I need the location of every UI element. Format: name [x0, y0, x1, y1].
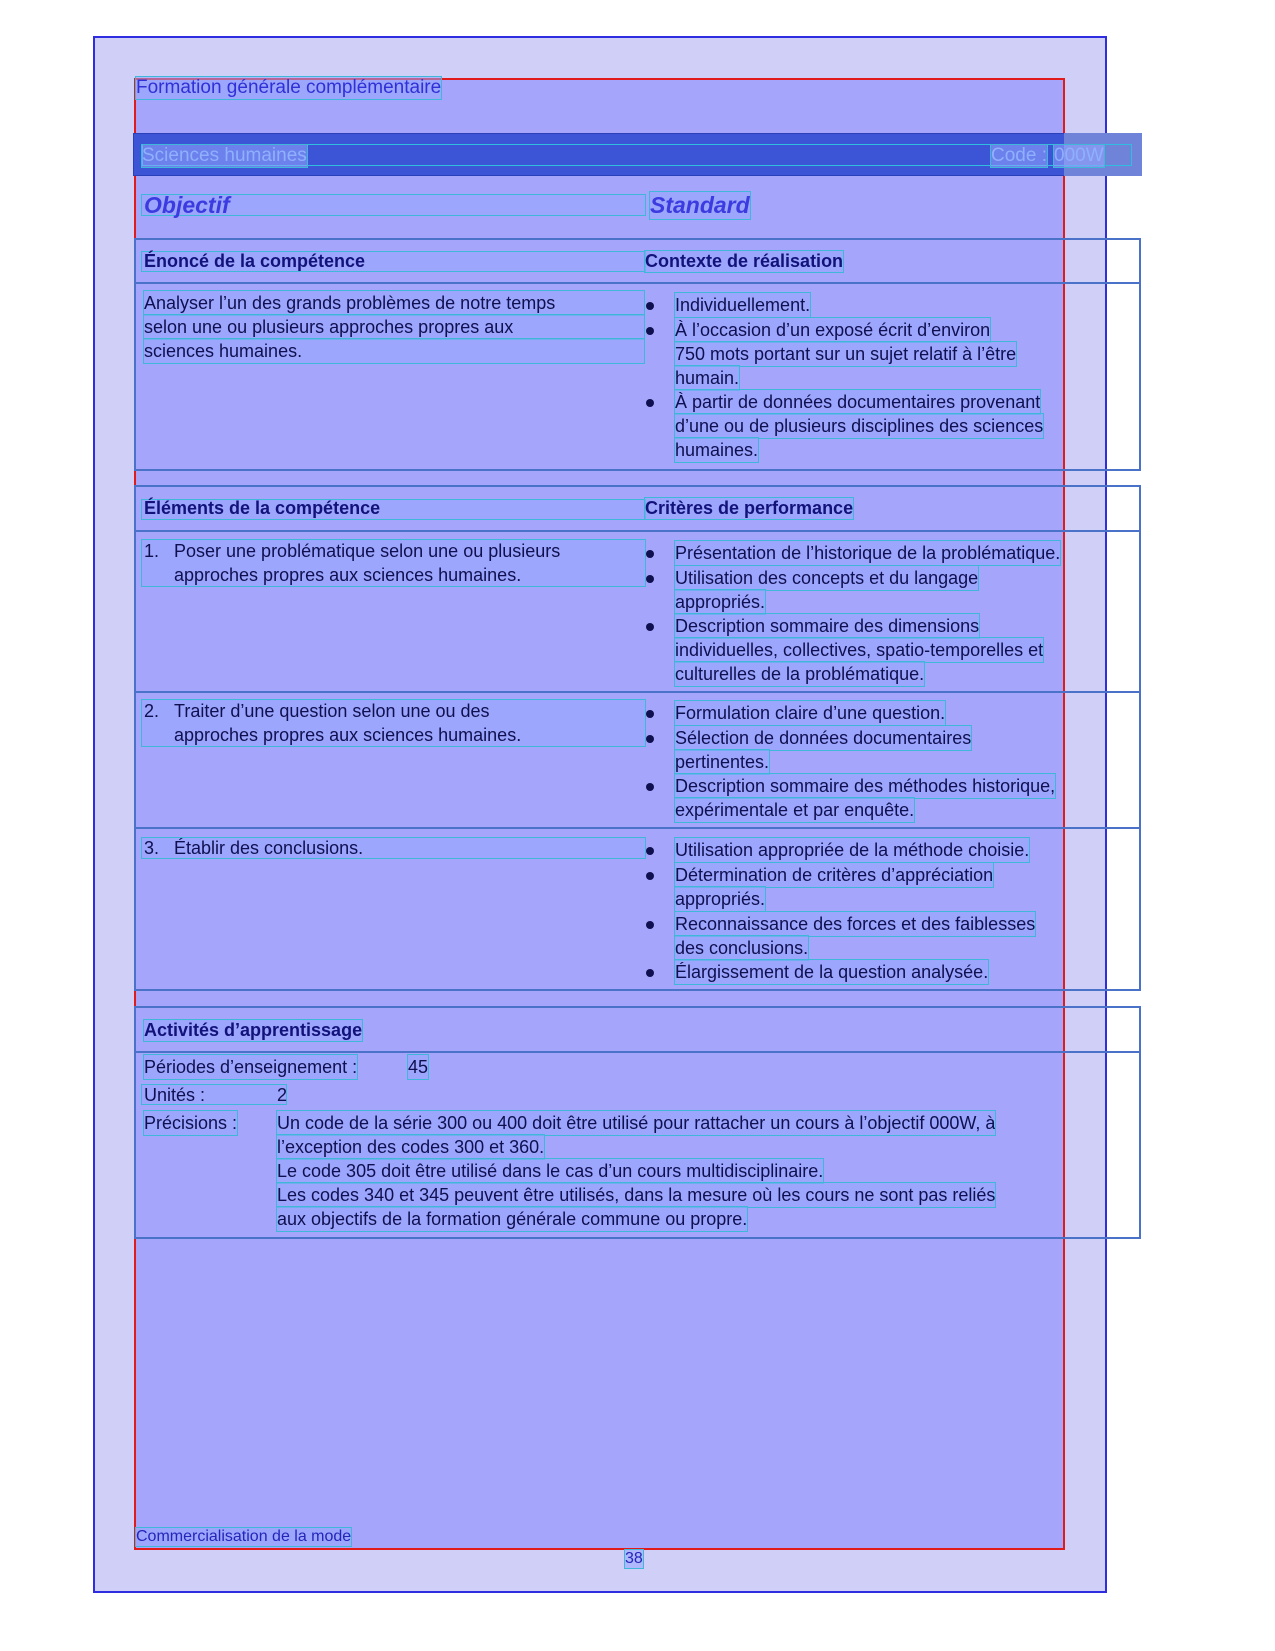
bullet-icon	[646, 327, 654, 335]
precisions-line: Les codes 340 et 345 peuvent être utilisés, dans la mesure où les cours ne sont pas reliés	[277, 1185, 996, 1205]
element-line: Traiter d’une question selon une ou des	[174, 701, 490, 721]
contexte-item: humaines.	[675, 440, 759, 460]
element-number: 1.	[144, 541, 160, 561]
element-line: Poser une problématique selon une ou plusieurs	[174, 541, 561, 561]
bullet-icon	[646, 575, 654, 583]
unites-value: 2	[277, 1085, 288, 1105]
contexte-item: humain.	[675, 368, 740, 388]
elements-row-rule	[134, 827, 1141, 829]
activites-header: Activités d’apprentissage	[144, 1020, 363, 1040]
critere-item: Description sommaire des méthodes historique,	[675, 776, 1056, 796]
page-number: 38	[625, 1550, 643, 1567]
contexte-item: À partir de données documentaires provenant	[675, 392, 1041, 412]
precisions-line: Un code de la série 300 ou 400 doit être utilisé pour rattacher un cours à l’objectif 000W, à	[277, 1113, 996, 1133]
precisions-line: aux objectifs de la formation générale commune ou propre.	[277, 1209, 748, 1229]
elements-row-rule	[134, 691, 1141, 693]
critere-item: Utilisation des concepts et du langage	[675, 568, 979, 588]
critere-item: expérimentale et par enquête.	[675, 800, 915, 820]
critere-item: appropriés.	[675, 592, 766, 612]
bullet-icon	[646, 623, 654, 631]
bullet-icon	[646, 783, 654, 791]
bullet-icon	[646, 847, 654, 855]
critere-item: Description sommaire des dimensions	[675, 616, 980, 636]
element-number: 3.	[144, 838, 160, 858]
bullet-icon	[646, 872, 654, 880]
code-label: Code :	[991, 145, 1047, 166]
bullet-icon	[646, 969, 654, 977]
competence-header-rule	[134, 282, 1141, 284]
contexte-item: 750 mots portant sur un sujet relatif à l’être	[675, 344, 1017, 364]
enonce-header: Énoncé de la compétence	[144, 251, 366, 271]
critere-item: culturelles de la problématique.	[675, 664, 925, 684]
elements-header-rule	[134, 530, 1141, 532]
critere-item: Élargissement de la question analysée.	[675, 962, 989, 982]
running-head: Formation générale complémentaire	[136, 77, 442, 98]
element-line: approches propres aux sciences humaines.	[174, 565, 522, 585]
critere-item: des conclusions.	[675, 938, 809, 958]
criteres-header: Critères de performance	[645, 498, 854, 518]
critere-item: Formulation claire d’une question.	[675, 703, 946, 723]
critere-item: Sélection de données documentaires	[675, 728, 972, 748]
precisions-line: Le code 305 doit être utilisé dans le cas d’un cours multidisciplinaire.	[277, 1161, 824, 1181]
critere-item: Utilisation appropriée de la méthode choisie.	[675, 840, 1030, 860]
element-line: Établir des conclusions.	[174, 838, 364, 858]
footer-program: Commercialisation de la mode	[136, 1528, 352, 1545]
bullet-icon	[646, 921, 654, 929]
bullet-icon	[646, 399, 654, 407]
contexte-header: Contexte de réalisation	[645, 251, 844, 271]
element-number: 2.	[144, 701, 160, 721]
critere-item: Détermination de critères d’appréciation	[675, 865, 994, 885]
critere-item: Reconnaissance des forces et des faiblesses	[675, 914, 1036, 934]
unites-label: Unités :	[144, 1085, 206, 1105]
bullet-icon	[646, 302, 654, 310]
bullet-icon	[646, 710, 654, 718]
enonce-line: Analyser l’un des grands problèmes de notre temps	[144, 291, 644, 315]
enonce-line: sciences humaines.	[144, 339, 644, 363]
element-line: approches propres aux sciences humaines.	[174, 725, 522, 745]
critere-item: appropriés.	[675, 889, 766, 909]
critere-item: Présentation de l’historique de la problématique.	[675, 543, 1061, 563]
activites-header-rule	[134, 1051, 1141, 1053]
contexte-item: d’une ou de plusieurs disciplines des sciences	[675, 416, 1044, 436]
contexte-item: À l’occasion d’un exposé écrit d’environ	[675, 320, 991, 340]
objectif-label: Objectif	[144, 192, 230, 218]
periodes-label: Périodes d’enseignement :	[144, 1057, 358, 1077]
critere-item: individuelles, collectives, spatio-temporelles et	[675, 640, 1044, 660]
discipline-title: Sciences humaines	[142, 145, 307, 166]
enonce-line: selon une ou plusieurs approches propres aux	[144, 315, 644, 339]
bullet-icon	[646, 735, 654, 743]
precisions-label: Précisions :	[144, 1113, 238, 1133]
periodes-value: 45	[408, 1057, 429, 1077]
bullet-icon	[646, 550, 654, 558]
standard-label: Standard	[650, 192, 750, 218]
critere-item: pertinentes.	[675, 752, 770, 772]
precisions-line: l’exception des codes 300 et 360.	[277, 1137, 545, 1157]
contexte-item: Individuellement.	[675, 295, 811, 315]
elements-header: Éléments de la compétence	[144, 498, 381, 518]
code-value: 000W	[1054, 145, 1104, 166]
